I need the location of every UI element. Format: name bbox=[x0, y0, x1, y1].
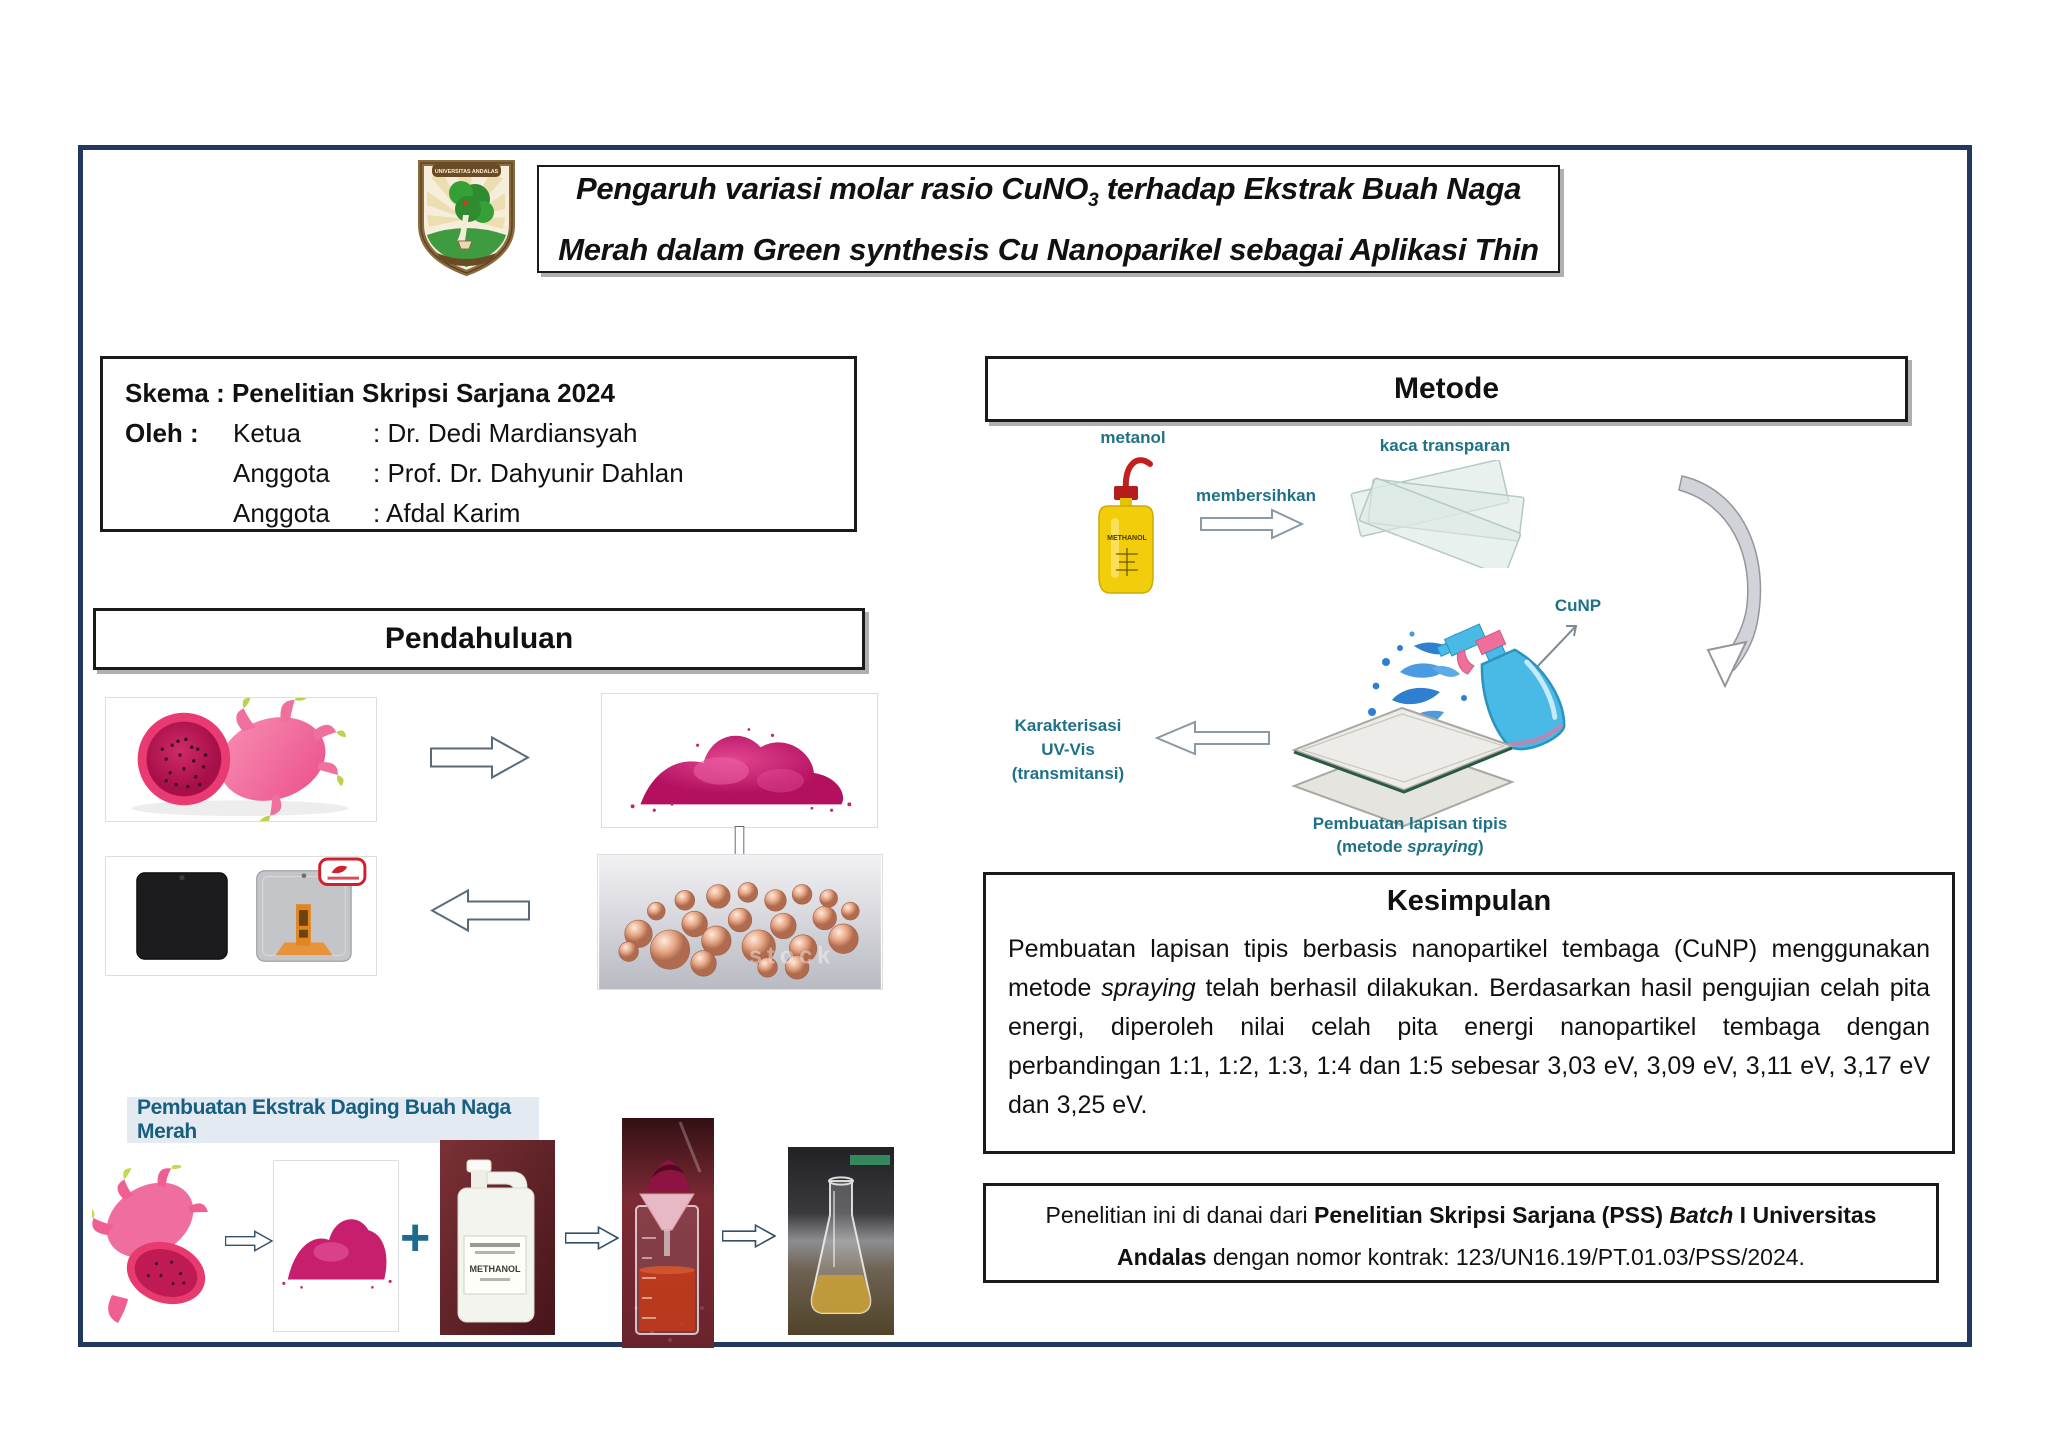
funding-box: Penelitian ini di danai dari Penelitian Skripsi Sarjana (PSS) Batch I Universitas Andalas dengan nomor kontrak: 123/UN16.19/PT.01.03/PSS/2024. bbox=[983, 1183, 1939, 1283]
arrow-step-icon bbox=[225, 1222, 273, 1260]
author-name: : Afdal Karim bbox=[373, 498, 521, 528]
oleh-label: Oleh : bbox=[125, 418, 199, 448]
poster-title-box bbox=[537, 165, 1560, 273]
pink-powder-image bbox=[601, 693, 878, 828]
kesimpulan-title: Kesimpulan bbox=[1386, 885, 1552, 917]
kesimpulan-box bbox=[983, 872, 1955, 1154]
arrow-left-icon bbox=[430, 888, 530, 933]
skema-line: Skema : Penelitian Skripsi Sarjana 2024 bbox=[125, 378, 615, 408]
arrow-step-icon bbox=[565, 1218, 619, 1258]
extract-flask-image bbox=[788, 1147, 894, 1335]
author-name: : Dr. Dedi Mardiansyah bbox=[373, 418, 638, 448]
cunp-label: CuNP bbox=[1554, 596, 1602, 615]
ekstrak-heading: Pembuatan Ekstrak Daging Buah Naga Merah bbox=[127, 1097, 539, 1143]
kaca-transparan-label: kaca transparan bbox=[1379, 436, 1511, 455]
dragon-fruit-small-image bbox=[92, 1165, 220, 1330]
kesimpulan-text: Pembuatan lapisan tipis berbasis nanopartikel tembaga (CuNP) menggunakan metode spraying telah berhasil dilakukan. Berdasarkan hasil pengujian celah pita energi, diperoleh nilai celah pita energi nanopartikel tembaga dengan perbandingan 1:1, 1:2, 1:3, 1:4 dan 1:5 sebesar 3,03 eV, 3,09 eV, 3,11 eV, 3,17 eV dan 3,25 eV. bbox=[1008, 935, 1930, 1119]
thin-film-display-image bbox=[105, 856, 377, 976]
poster-title-line1: Pengaruh variasi molar rasio CuNO$_3$ terhadap Ekstrak Buah Naga bbox=[575, 170, 1522, 212]
dragon-fruit-image bbox=[105, 697, 377, 822]
pendahuluan-title-box bbox=[93, 608, 865, 670]
metode-title-box bbox=[985, 356, 1908, 422]
arrow-membersihkan-icon bbox=[1200, 508, 1304, 540]
author-name: : Prof. Dr. Dahyunir Dahlan bbox=[373, 458, 684, 488]
methanol-jug-image bbox=[440, 1140, 555, 1335]
pendahuluan-title: Pendahuluan bbox=[384, 622, 574, 655]
metanol-label: metanol bbox=[1100, 428, 1166, 447]
glass-slides-image bbox=[1340, 460, 1545, 568]
skema-box bbox=[100, 356, 857, 532]
wash-bottle-label: METHANOL bbox=[1107, 535, 1147, 542]
membersihkan-label: membersihkan bbox=[1196, 486, 1316, 505]
metode-title: Metode bbox=[1394, 372, 1499, 405]
author-role: Anggota bbox=[233, 458, 330, 488]
karakterisasi-label: Karakterisasi UV-Vis (transmitansi) bbox=[1011, 716, 1125, 783]
arrow-right-icon bbox=[430, 735, 530, 780]
stock-watermark: stock bbox=[748, 943, 836, 970]
lapisan-tipis-label: Pembuatan lapisan tipis (metode spraying) bbox=[1312, 814, 1508, 856]
logo-banner-text: UNIVERSITAS ANDALAS bbox=[434, 169, 499, 175]
pink-powder-small-image bbox=[273, 1160, 399, 1332]
author-role: Anggota bbox=[233, 498, 330, 528]
jug-label-text: METHANOL bbox=[469, 1264, 521, 1274]
copper-nanoparticles-image bbox=[597, 854, 883, 990]
methanol-wash-bottle bbox=[1098, 448, 1154, 598]
universitas-andalas-logo bbox=[413, 157, 520, 277]
poster-title-line2: Merah dalam Green synthesis Cu Nanoparikel sebagai Aplikasi Thin bbox=[558, 232, 1539, 268]
arrow-step-icon bbox=[722, 1216, 776, 1256]
plus-sign: + bbox=[400, 1209, 431, 1267]
arrow-karakterisasi-icon bbox=[1155, 720, 1270, 756]
filtration-beaker-image bbox=[622, 1118, 714, 1348]
curved-arrow-icon bbox=[1672, 472, 1772, 702]
author-role: Ketua bbox=[233, 418, 301, 448]
brand-logo-badge bbox=[320, 859, 365, 885]
